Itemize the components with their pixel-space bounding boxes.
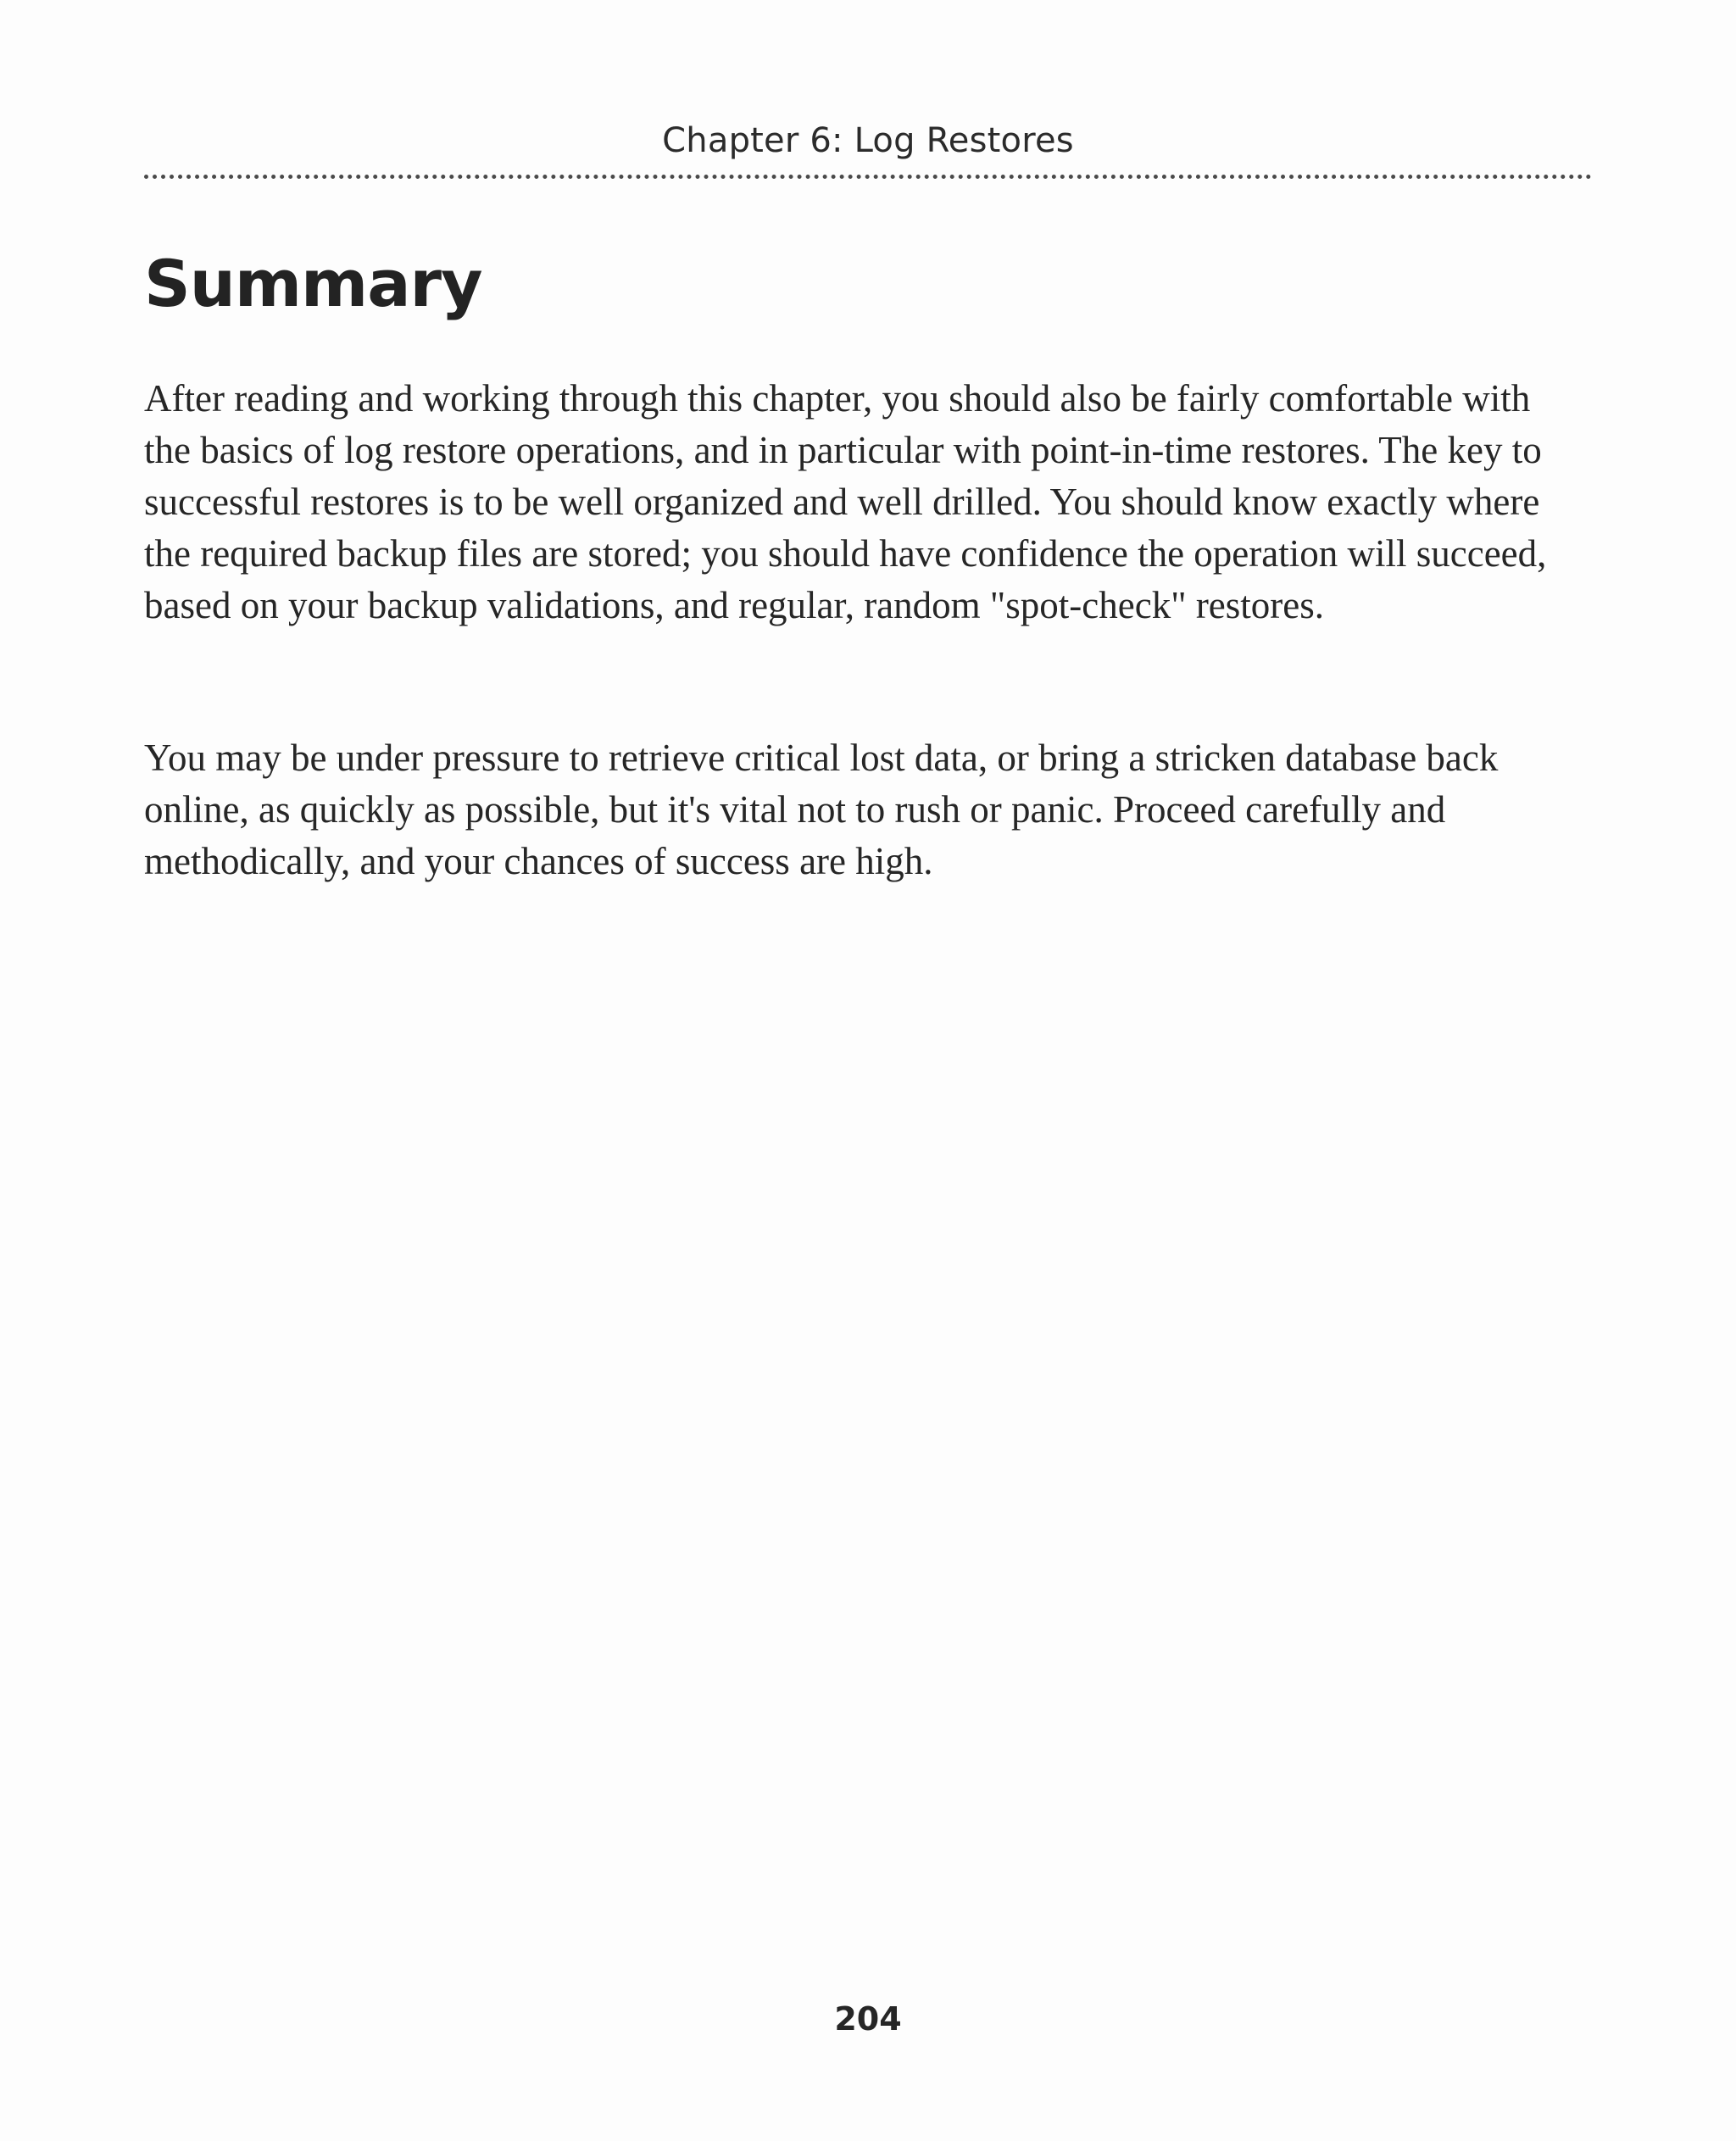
- body-paragraph: After reading and working through this chapter, you should also be fairly comfortable with the basics of log restore operations, and in particular with point-in-time restores. The key to successful restores is to be well organized and well drilled. You should know exactly where the required backup files are stored; you should have confidence the operation will succeed, based on your backup validations, and regular, random "spot-check" restores.: [144, 377, 1547, 626]
- section-title: Summary: [144, 246, 482, 321]
- running-header: Chapter 6: Log Restores: [662, 121, 1074, 160]
- body-paragraph: You may be under pressure to retrieve critical lost data, or bring a stricken database back online, as quickly as possible, but it's vital not to rush or panic. Proceed carefully and methodically, and your chances of success are high.: [144, 737, 1499, 882]
- header-divider: [144, 175, 1592, 179]
- page-number: 204: [834, 2000, 902, 2038]
